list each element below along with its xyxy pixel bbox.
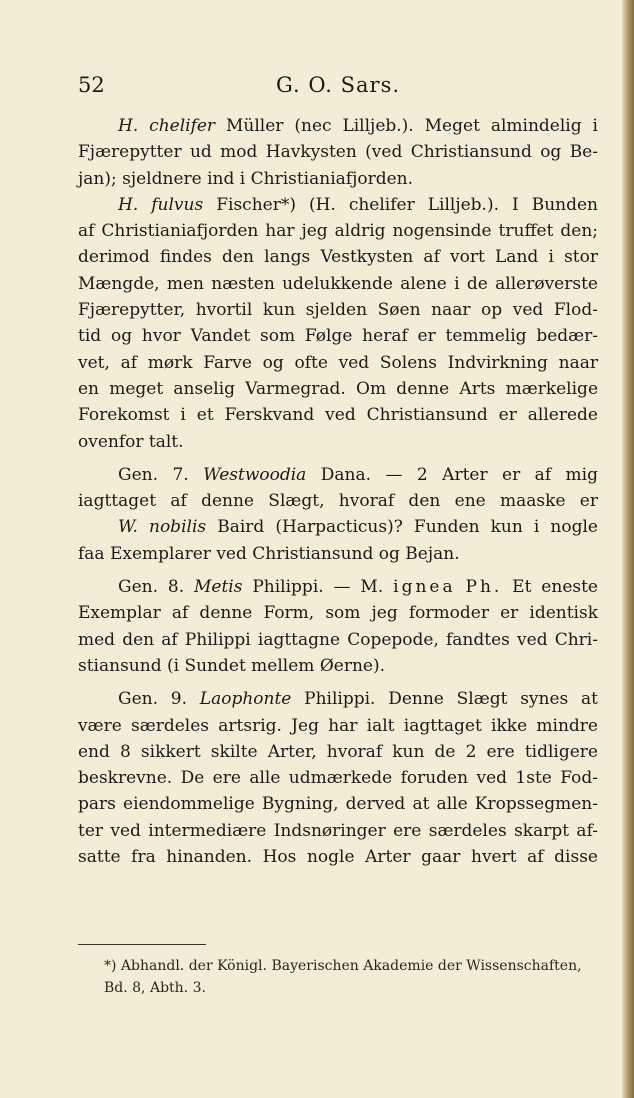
p5-line-3: end 8 sikkert skilte Arter, hvoraf kun de 2 ere tidligere <box>78 741 598 762</box>
p2-line-4: Mængde, men næsten udelukkende alene i de allerøverste <box>78 273 598 294</box>
footnote-line-1: *) Abhandl. der Königl. Bayerischen Akademie der Wissenschaften, <box>104 958 582 974</box>
footnote-line-2: Bd. 8, Abth. 3. <box>104 980 206 996</box>
page-edge-shadow <box>622 0 634 1098</box>
footnote-rule <box>78 944 206 945</box>
body-text <box>78 113 598 870</box>
p2-line-3: derimod findes den langs Vestkysten af vort Land i stor <box>78 247 598 268</box>
p5-line-2: være særdeles artsrig. Jeg har ialt iagttaget ikke mindre <box>78 715 598 736</box>
running-head: G. O. Sars. <box>275 73 401 97</box>
spaced-author: Ph. <box>465 577 503 598</box>
species-name: W. nobilis <box>118 517 207 538</box>
p2-line-9: Forekomst i et Ferskvand ved Christiansund er allerede <box>78 405 598 426</box>
genus-name: Laophonte <box>199 689 292 710</box>
p1-line-1 <box>78 113 598 139</box>
genus-number: Gen. 9. <box>118 689 200 710</box>
p5-line-6: ter ved intermediære Indsnøringer ere særdeles skarpt af- <box>78 820 598 841</box>
p2-line-7: vet, af mørk Farve og ofte ved Solens Indvirkning naar <box>78 352 598 373</box>
p2-line-10: ovenfor talt. <box>78 431 184 452</box>
text-span: Müller (nec Lilljeb.). Meget almindelig i <box>215 116 598 136</box>
text-span: Dana. — 2 Arter er af mig <box>306 464 598 485</box>
text-span: Philippi. Denne Slægt synes at <box>291 689 598 710</box>
p1-line-3: jan); sjeldnere ind i Christianiafjorden. <box>78 168 413 189</box>
paragraph-gap <box>78 567 598 574</box>
genus-name: Metis <box>194 577 243 598</box>
text-span: Baird (Harpacticus)? Funden kun i nogle <box>206 517 598 538</box>
paragraph-gap <box>78 679 598 686</box>
p2-line-8: en meget anselig Varmegrad. Om denne Arts mærkelige <box>78 378 598 399</box>
p4-line-3: med den af Philippi iagttagne Copepode, fandtes ved Chri- <box>78 629 598 650</box>
species-name: H. fulvus <box>118 194 204 215</box>
genus-number: Gen. 7. <box>118 464 204 485</box>
text-span: Fischer*) (H. chelifer Lilljeb.). I Bunden <box>203 194 598 215</box>
p5-line-7: satte fra hinanden. Hos nogle Arter gaar hvert af disse <box>78 847 598 868</box>
footnote <box>78 955 598 999</box>
p4-line-2: Exemplar af denne Form, som jeg formoder er identisk <box>78 603 598 624</box>
text-span: Philippi. — M. <box>242 577 394 598</box>
spaced-species-name: ignea <box>393 577 456 598</box>
p5-line-5: pars eiendommelige Bygning, derved at alle Kropssegmen- <box>78 794 598 815</box>
p2-line-2: af Christianiafjorden har jeg aldrig nogensinde truffet den; <box>78 221 598 242</box>
p2-line-1 <box>78 192 598 218</box>
p3-line-3 <box>78 514 598 540</box>
page-number: 52 <box>78 73 105 97</box>
text-span <box>456 577 466 597</box>
p4-line-1 <box>78 574 598 600</box>
p2-line-6: tid og hvor Vandet som Følge heraf er temmelig bedær- <box>78 326 598 347</box>
p5-line-1 <box>78 686 598 712</box>
genus-name: Westwoodia <box>203 464 307 485</box>
paragraph-gap <box>78 455 598 462</box>
p1-line-2: Fjærepytter ud mod Havkysten (ved Christiansund og Be- <box>78 142 598 163</box>
text-span: Et eneste <box>502 577 598 598</box>
species-name: H. chelifer <box>118 116 216 136</box>
genus-number: Gen. 8. <box>118 577 194 598</box>
p2-line-5: Fjærepytter, hvortil kun sjelden Søen naar op ved Flod- <box>78 300 598 321</box>
p3-line-1 <box>78 462 598 488</box>
p3-line-4: faa Exemplarer ved Christiansund og Bejan. <box>78 543 460 564</box>
p4-line-4: stiansund (i Sundet mellem Øerne). <box>78 655 385 676</box>
page-header <box>78 68 598 102</box>
p3-line-2: iagttaget af denne Slægt, hvoraf den ene maaske er <box>78 491 598 512</box>
p5-line-4: beskrevne. De ere alle udmærkede foruden ved 1ste Fod- <box>78 768 598 789</box>
